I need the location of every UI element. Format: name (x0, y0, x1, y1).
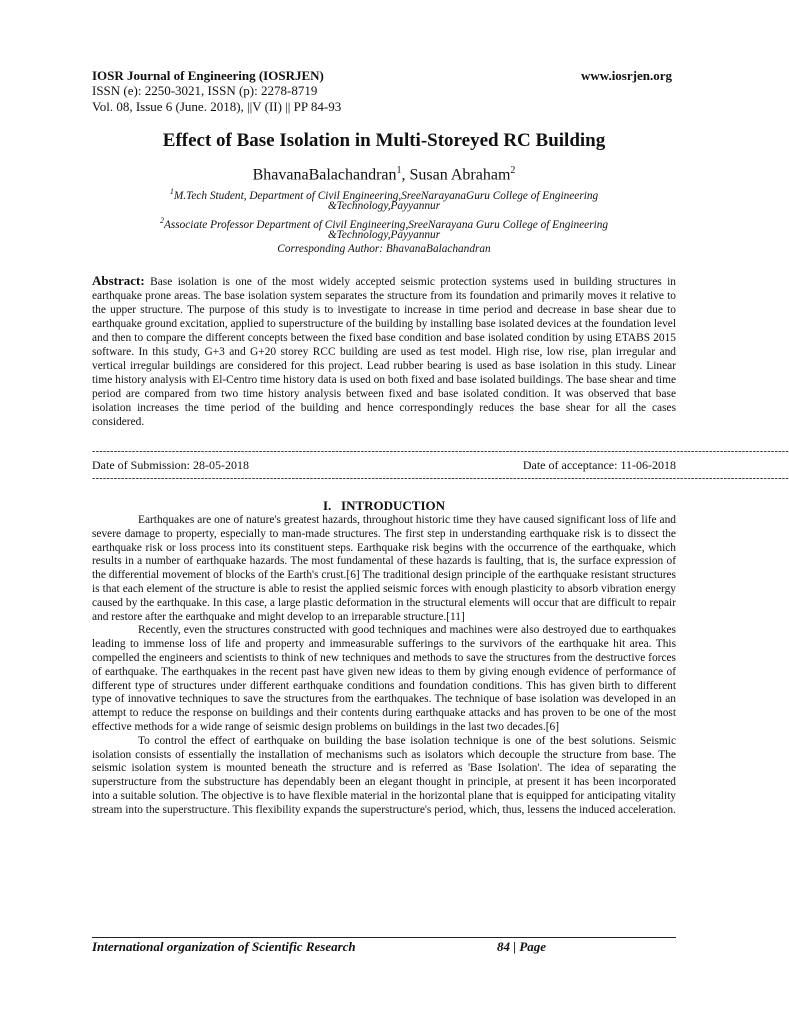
author-line (0, 165, 768, 184)
abstract (92, 274, 676, 429)
corresponding-author: Corresponding Author: BhavanaBalachandran (277, 243, 491, 255)
divider-bottom: ------------------------------------------------------------------------------------------------------------------------------------------------------------------------------------------------ (92, 473, 789, 484)
paper-title: Effect of Base Isolation in Multi-Storeyed RC Building (162, 130, 606, 151)
dates-row (92, 458, 676, 473)
volume-line: Vol. 08, Issue 6 (June. 2018), ||V (II) || PP 84-93 (92, 99, 342, 114)
author-2-affil-marker: 2 (510, 165, 516, 176)
affiliation-2-line-2: &Technology,Payyannur (327, 229, 441, 241)
paragraph: Recently, even the structures constructed with good techniques and machines were also destroyed due to earthquakes leading to immense loss of life and property and immeasurable sufferings to the survivors of the earthquake hit area. This compelled the engineers and scientists to think of new techniques and methods to save the structures from the destructive forces of earthquake. The earthquakes in the recent past have given new ideas to them by giving enough evidence of performance of different type of structures under different earthquake conditions and foundation conditions. This has given birth to different type of innovative techniques to save the structures from the earthquakes. The technique of base isolation was developed in an attempt to reduce the response on buildings and their contents during earthquake attacks and has proven to be one of the most effective methods for a wide range of seismic design problems on buildings in the last two decades.[6] (92, 624, 676, 733)
author-1: BhavanaBalachandran (252, 166, 397, 184)
affiliation-2-marker: 2 (159, 216, 164, 225)
footer-rule (92, 937, 676, 938)
footer-organization: International organization of Scientific Research (92, 939, 356, 954)
abstract-text: Base isolation is one of the most widely accepted seismic protection systems used in building structures in earthquake prone areas. The base isolation system separates the structure from its foundation and primarily moves it relative to the upper structure. The purpose of this study is to investigate to increase in time period and decrease in base shear due to earthquake ground excitation, applied to superstructure of the building by installing base isolated devices at the foundation level and then to compare the different concepts between the fixed base condition and base isolated condition by using ETABS 2015 software. In this study, G+3 and G+20 storey RCC building are used as test model. High rise, low rise, plan irregular and vertical irregular buildings are considered for this project. Lead rubber bearing is used as base isolation in this study. Linear time history analysis with El-Centro time history data is used on both fixed and base isolated buildings. The base shear and time period are compared from two time history analysis between fixed and base isolated condition. It was observed that base isolation increases the time period of the building and hence correspondingly reduces the base shear for all the cases considered. (92, 276, 676, 428)
affiliation-1-text: M.Tech Student, Department of Civil Engineering,SreeNarayanaGuru College of Engineering (173, 189, 599, 202)
issn-line: ISSN (e): 2250-3021, ISSN (p): 2278-8719 (92, 83, 318, 98)
author-separator: , (401, 166, 410, 184)
acceptance-date: Date of acceptance: 11-06-2018 (522, 458, 676, 472)
abstract-label: Abstract: (92, 273, 145, 288)
affiliation-1-line-2: &Technology,Payyannur (327, 200, 441, 212)
paragraph: Earthquakes are one of nature's greatest hazards, throughout historic time they have caused significant loss of life and severe damage to property, especially to man-made structures. The first step in understanding earthquake risk is to dissect the earthquake risk or loss process into its constituent steps. Earthquake risk begins with the occurrence of the earthquake, which results in a number of earthquake hazards. The most fundamental of these hazards is faulting, that is, the surface expression of the differential movement of blocks of the Earth's crust.[6] The traditional design principle of the earthquake resistant structures is that each element of the structure is able to resist the applied seismic forces with enough plasticity to absorb vibration energy caused by the earthquake. In this case, a large plastic deformation in the structural elements will occur that are difficult to repair and restore after the earthquake and might develop to an irreparable structure.[11] (92, 514, 676, 623)
submission-date: Date of Submission: 28-05-2018 (92, 458, 249, 472)
section-heading: I. INTRODUCTION (322, 498, 446, 513)
divider-top: ------------------------------------------------------------------------------------------------------------------------------------------------------------------------------------------------ (92, 446, 789, 457)
affiliation-2-text: Associate Professor Department of Civil Engineering,SreeNarayana Guru College of Engineering (163, 218, 609, 231)
journal-name: IOSR Journal of Engineering (IOSRJEN) (92, 68, 324, 83)
author-2: Susan Abraham (409, 166, 511, 184)
paragraph: To control the effect of earthquake on building the base isolation technique is one of the best solutions. Seismic isolation consists of essentially the installation of mechanisms such as isolators which decouple the structure from base. The seismic isolation system is mounted beneath the structure and is referred as 'Base Isolation'. The idea of separating the superstructure from the substructure has dependably been an elegant thought in principle, at present it has been incorporated into a suitable solution. The objective is to have flexible material in the horizontal plane that is equipped for anticipating vitality stream into the superstructure. This flexibility expands the superstructure's period, which, thus, lessens the induced acceleration. (92, 734, 676, 816)
page-number: 84 | Page (497, 939, 547, 954)
introduction-body (92, 514, 676, 818)
author-1-affil-marker: 1 (396, 165, 402, 176)
journal-url[interactable]: www.iosrjen.org (581, 68, 672, 83)
affiliation-1-marker: 1 (169, 187, 174, 196)
